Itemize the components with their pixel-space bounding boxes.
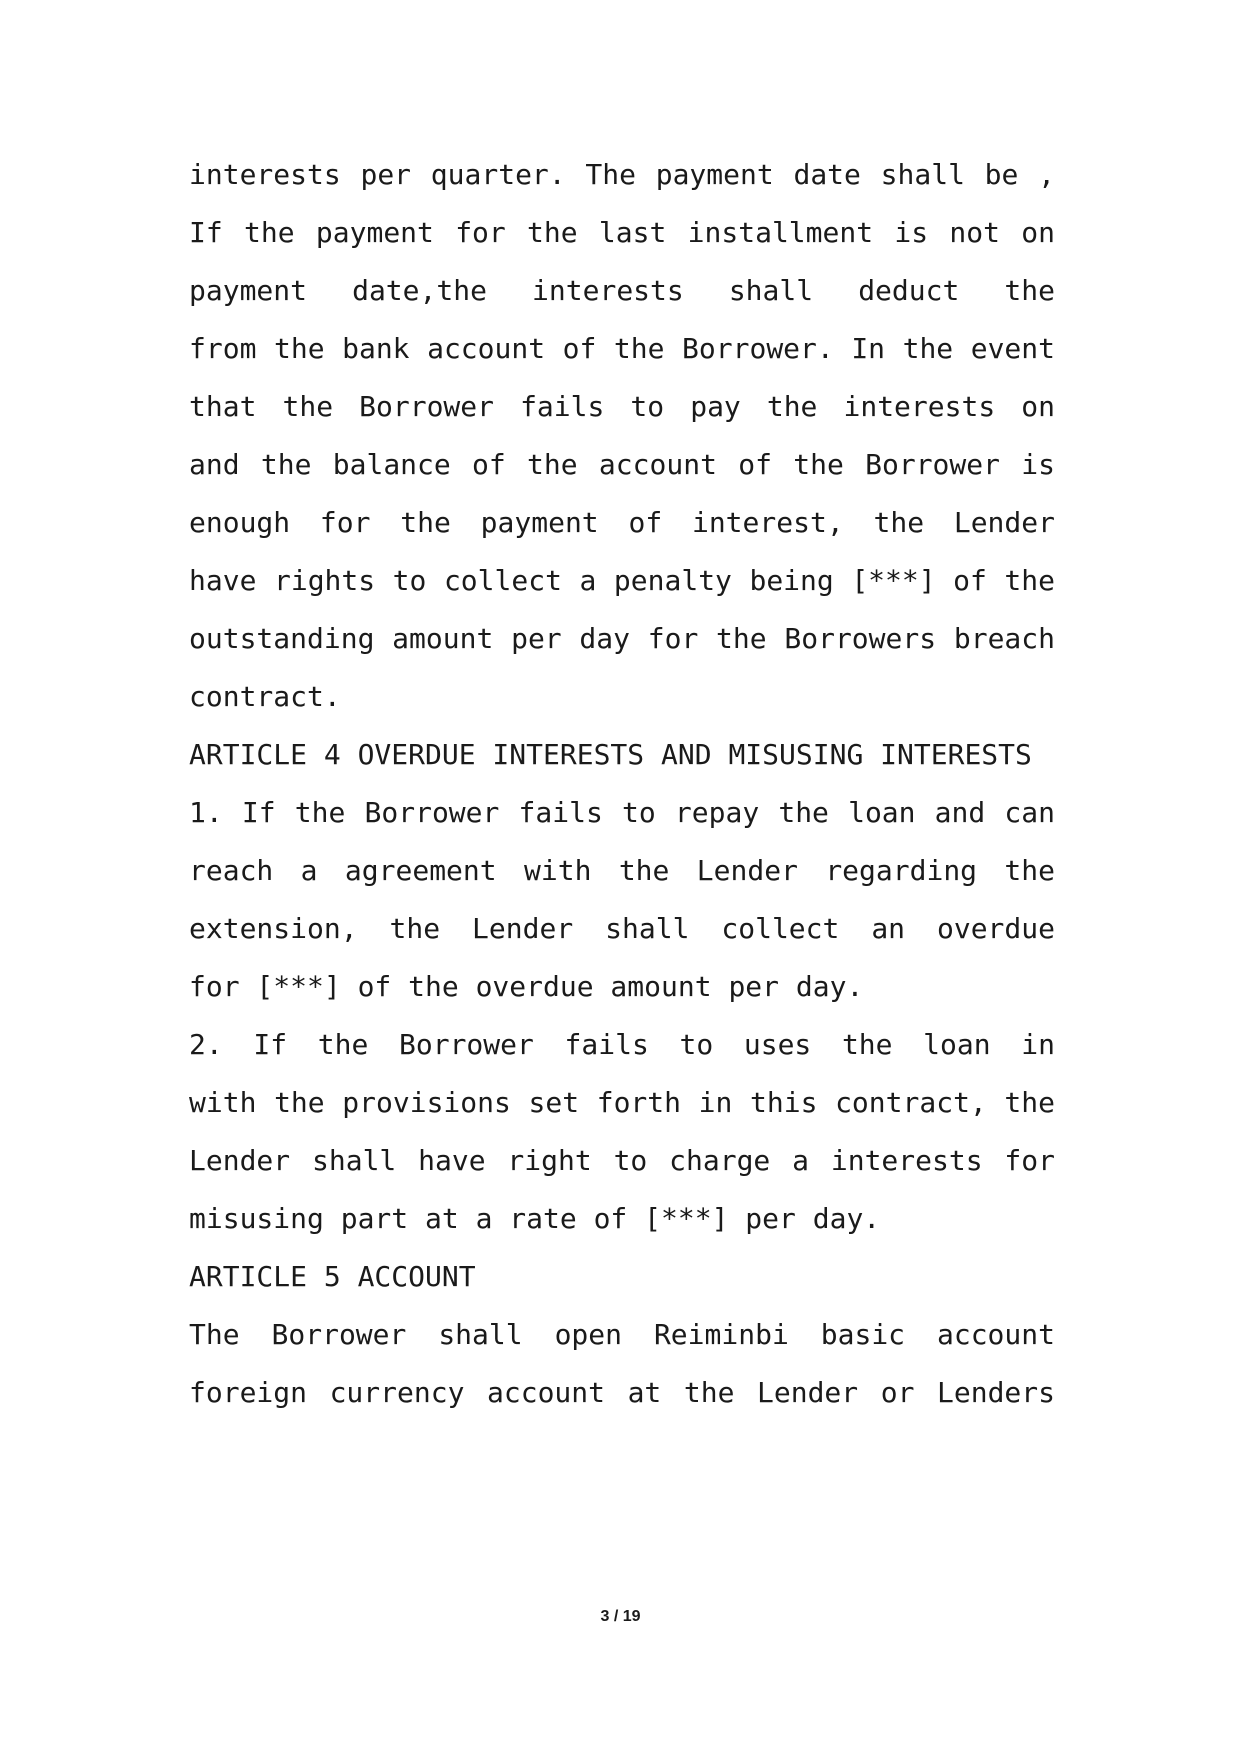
- text-line: extension, the Lender shall collect an overdue: [189, 912, 1055, 945]
- text-line: interests per quarter. The payment date shall be ,: [189, 158, 1055, 191]
- text-line: and the balance of the account of the Borrower is: [189, 448, 1055, 481]
- text-line: Lender shall have right to charge a interests for: [189, 1144, 1055, 1177]
- article-heading: ARTICLE 5 ACCOUNT: [189, 1260, 476, 1293]
- text-line: from the bank account of the Borrower. In the event: [189, 332, 1055, 365]
- text-line: outstanding amount per day for the Borrowers breach: [189, 622, 1055, 655]
- text-line: payment date,the interests shall deduct the: [189, 274, 1055, 307]
- text-line: with the provisions set forth in this contract, the: [189, 1086, 1055, 1119]
- text-line: misusing part at a rate of [***] per day.: [189, 1202, 881, 1235]
- text-line: If the payment for the last installment is not on: [189, 216, 1055, 249]
- text-line: 2. If the Borrower fails to uses the loan in: [189, 1028, 1055, 1061]
- text-line: have rights to collect a penalty being [***] of the: [189, 564, 1055, 597]
- text-line: that the Borrower fails to pay the interests on: [189, 390, 1055, 423]
- text-line: enough for the payment of interest, the Lender: [189, 506, 1055, 539]
- text-line: for [***] of the overdue amount per day.: [189, 970, 864, 1003]
- text-line: 1. If the Borrower fails to repay the loan and can: [189, 796, 1055, 829]
- text-line: reach a agreement with the Lender regarding the: [189, 854, 1055, 887]
- article-heading: ARTICLE 4 OVERDUE INTERESTS AND MISUSING INTERESTS: [189, 738, 1032, 771]
- page-number: 3 / 19: [600, 1608, 641, 1625]
- text-line: The Borrower shall open Reiminbi basic account: [189, 1318, 1055, 1351]
- text-line: foreign currency account at the Lender or Lenders: [189, 1376, 1055, 1409]
- text-line: contract.: [189, 680, 341, 713]
